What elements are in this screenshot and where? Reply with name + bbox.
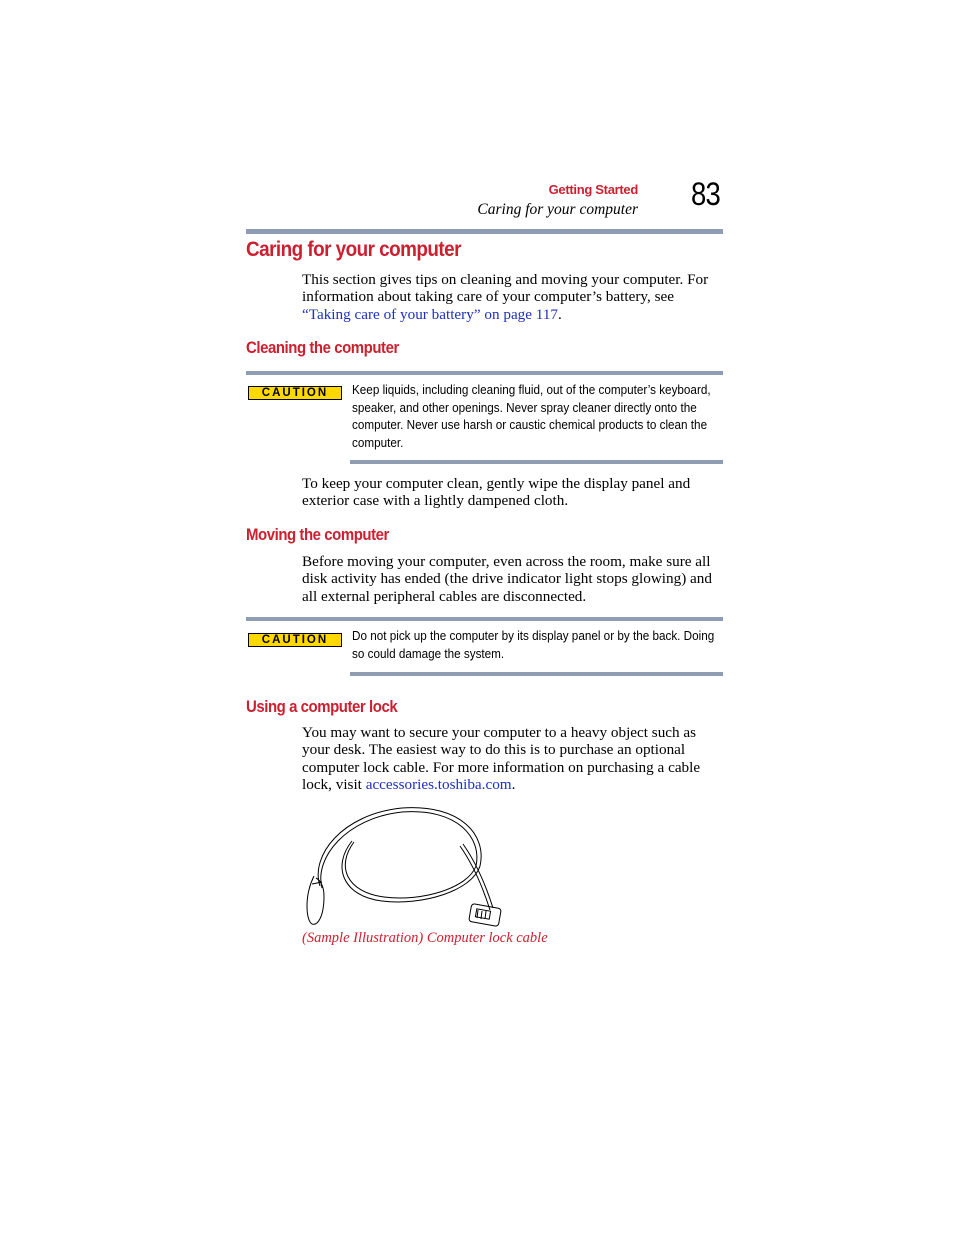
accessories-link[interactable]: accessories.toshiba.com — [365, 776, 512, 794]
lock-text-end: . — [511, 776, 516, 794]
moving-heading: Moving the computer — [246, 525, 389, 544]
caution-text: Keep liquids, including cleaning fluid, out of the computer’s keyboard, speaker, and other openings. Never spray cleaner directly onto the computer. Never use harsh or caustic chemical products to clean the computer. — [352, 382, 711, 450]
intro-text-end: . — [558, 305, 562, 323]
moving-paragraph: Before moving your computer, even across the room, make sure all disk activity has ended (the drive indicator light stops glowing) and all external peripheral cables are disconnected. — [302, 553, 712, 605]
caution-divider-top — [246, 371, 723, 375]
caution-divider-bottom — [350, 672, 723, 676]
running-header-section: Caring for your computer — [477, 201, 638, 218]
intro-paragraph — [302, 271, 722, 323]
battery-link[interactable]: “Taking care of your battery” on page 117 — [302, 305, 559, 323]
intro-text: This section gives tips on cleaning and moving your computer. For information about taking care of your computer’s battery, see — [302, 271, 709, 306]
running-header-chapter: Getting Started — [548, 182, 638, 197]
caution-text: Do not pick up the computer by its display panel or by the back. Doing so could damage the system. — [352, 628, 715, 661]
caution-badge: CAUTION — [248, 633, 342, 647]
figure-caption: (Sample Illustration) Computer lock cable — [302, 930, 548, 946]
page-number: 83 — [691, 176, 720, 212]
caution-divider-bottom — [350, 460, 723, 464]
lock-paragraph — [302, 724, 722, 794]
page-title: Caring for your computer — [246, 238, 461, 261]
cleaning-heading: Cleaning the computer — [246, 338, 399, 357]
header-divider — [246, 229, 723, 234]
caution-badge: CAUTION — [248, 386, 342, 400]
caution-divider-top — [246, 617, 723, 621]
cleaning-paragraph: To keep your computer clean, gently wipe the display panel and exterior case with a lightly dampened cloth. — [302, 475, 691, 510]
lock-heading: Using a computer lock — [246, 697, 398, 716]
lock-cable-illustration — [302, 806, 512, 928]
lock-text: You may want to secure your computer to a heavy object such as your desk. The easiest way to do this is to purchase an optional computer lock cable. For more information on purchasing a cable lock, visit — [302, 724, 701, 794]
